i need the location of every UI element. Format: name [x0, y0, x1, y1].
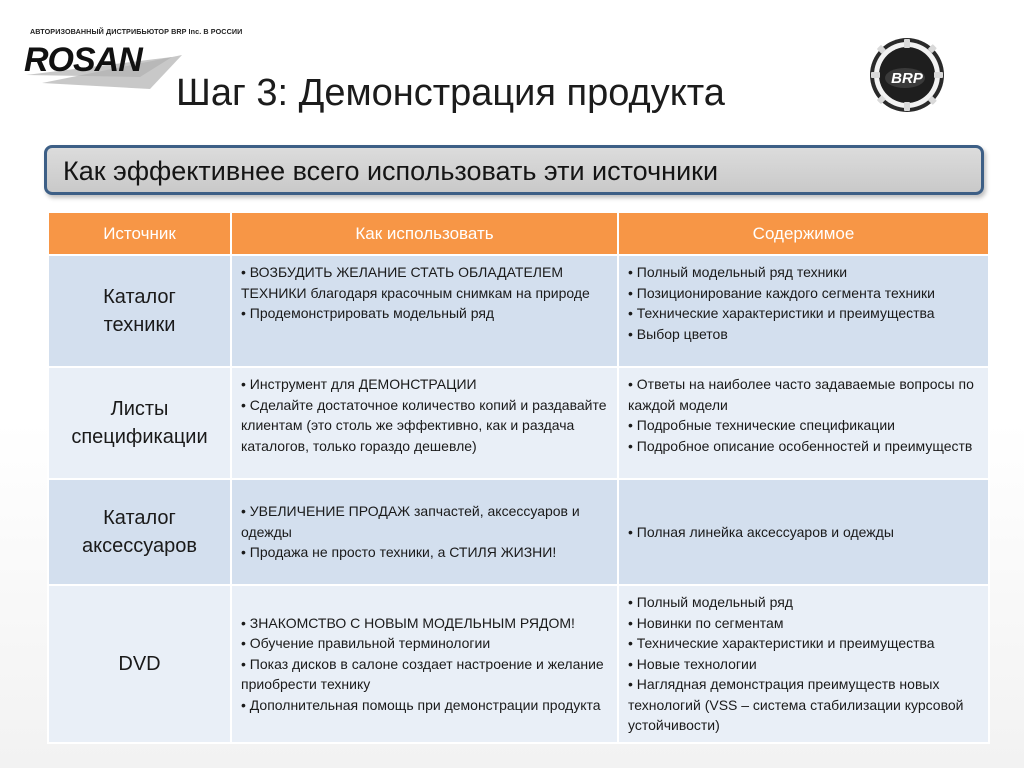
table-row [48, 479, 989, 585]
source-name: Каталог [103, 286, 176, 308]
list-item: • Полный модельный ряд [628, 594, 793, 610]
list-item: • Новинки по сегментам [628, 614, 784, 631]
table-header-row [48, 213, 989, 255]
source-cell [48, 479, 231, 585]
header-how: Как использовать [231, 213, 618, 255]
source-cell [48, 255, 231, 367]
sources-table [47, 213, 990, 744]
source-cell [48, 585, 231, 743]
table-row [48, 367, 989, 479]
list-item: • Подробное описание особенностей и преимуществ [628, 437, 973, 454]
list-item: • Подробные технические спецификации [628, 417, 895, 433]
list-item: • Технические характеристики и преимущества [628, 305, 935, 321]
list-item: • Полный модельный ряд техники [628, 264, 848, 280]
logo-brand: ROSAN [24, 41, 142, 79]
logo-tagline: АВТОРИЗОВАННЫЙ ДИСТРИБЬЮТОР BRP Inc. В РОССИИ [30, 27, 243, 36]
list-item: • Ответы на наиболее часто задаваемые вопросы по каждой модели [628, 376, 974, 413]
list-item: • ВОЗБУДИТЬ ЖЕЛАНИЕ СТАТЬ ОБЛАДАТЕЛЕМ ТЕХНИКИ благодаря красочным снимкам на природе [241, 264, 590, 301]
list-item: • ЗНАКОМСТВО С НОВЫМ МОДЕЛЬНЫМ РЯДОМ! [241, 614, 575, 631]
list-item: • Дополнительная помощь при демонстрации продукта [241, 696, 601, 713]
table-row [48, 585, 989, 743]
source-cell [48, 367, 231, 479]
page-title: Шаг 3: Демонстрация продукта [176, 72, 725, 114]
content-cell [618, 255, 989, 367]
list-item: • Сделайте достаточное количество копий и раздавайте клиентам (это столь же эффективно, как и раздача каталогов, только гораздо дешевле) [241, 396, 607, 454]
source-name: техники [103, 314, 176, 336]
brp-emblem-icon [868, 36, 946, 114]
list-item: • Показ дисков в салоне создает настроение и желание приобрести технику [241, 655, 604, 692]
rosan-logo [22, 27, 243, 95]
list-item: • Новые технологии [628, 655, 757, 672]
list-item: • Продажа не просто техники, а СТИЛЯ ЖИЗНИ! [241, 544, 557, 561]
rosan-wordmark [22, 37, 194, 97]
how-cell [231, 255, 618, 367]
list-item: • Наглядная демонстрация преимуществ новых технологий (VSS – система стабилизации курсовой устойчивости) [628, 676, 964, 733]
how-cell [231, 367, 618, 479]
header-source: Источник [48, 213, 231, 255]
list-item: • Полная линейка аксессуаров и одежды [628, 523, 894, 540]
table-row [48, 255, 989, 367]
source-name: Каталог [103, 507, 176, 529]
source-name: аксессуаров [82, 535, 197, 557]
content-cell [618, 479, 989, 585]
how-cell [231, 585, 618, 743]
list-item: • Продемонстрировать модельный ряд [241, 305, 495, 321]
list-item: • Обучение правильной терминологии [241, 635, 491, 651]
source-name: DVD [118, 652, 161, 675]
list-item: • Инструмент для ДЕМОНСТРАЦИИ [241, 376, 477, 392]
source-name: спецификации [71, 426, 208, 448]
how-cell [231, 479, 618, 585]
source-name: Листы [110, 398, 169, 420]
content-cell [618, 367, 989, 479]
list-item: • Технические характеристики и преимущества [628, 635, 935, 651]
content-cell [618, 585, 989, 743]
header-content: Содержимое [618, 213, 989, 255]
subtitle-text: Как эффективнее всего использовать эти источники [63, 156, 719, 186]
list-item: • УВЕЛИЧЕНИЕ ПРОДАЖ запчастей, аксессуаров и одежды [241, 503, 580, 540]
list-item: • Выбор цветов [628, 325, 728, 342]
list-item: • Позиционирование каждого сегмента техники [628, 284, 935, 301]
brp-emblem-text: BRP [891, 70, 923, 87]
subtitle-bar [44, 145, 984, 195]
